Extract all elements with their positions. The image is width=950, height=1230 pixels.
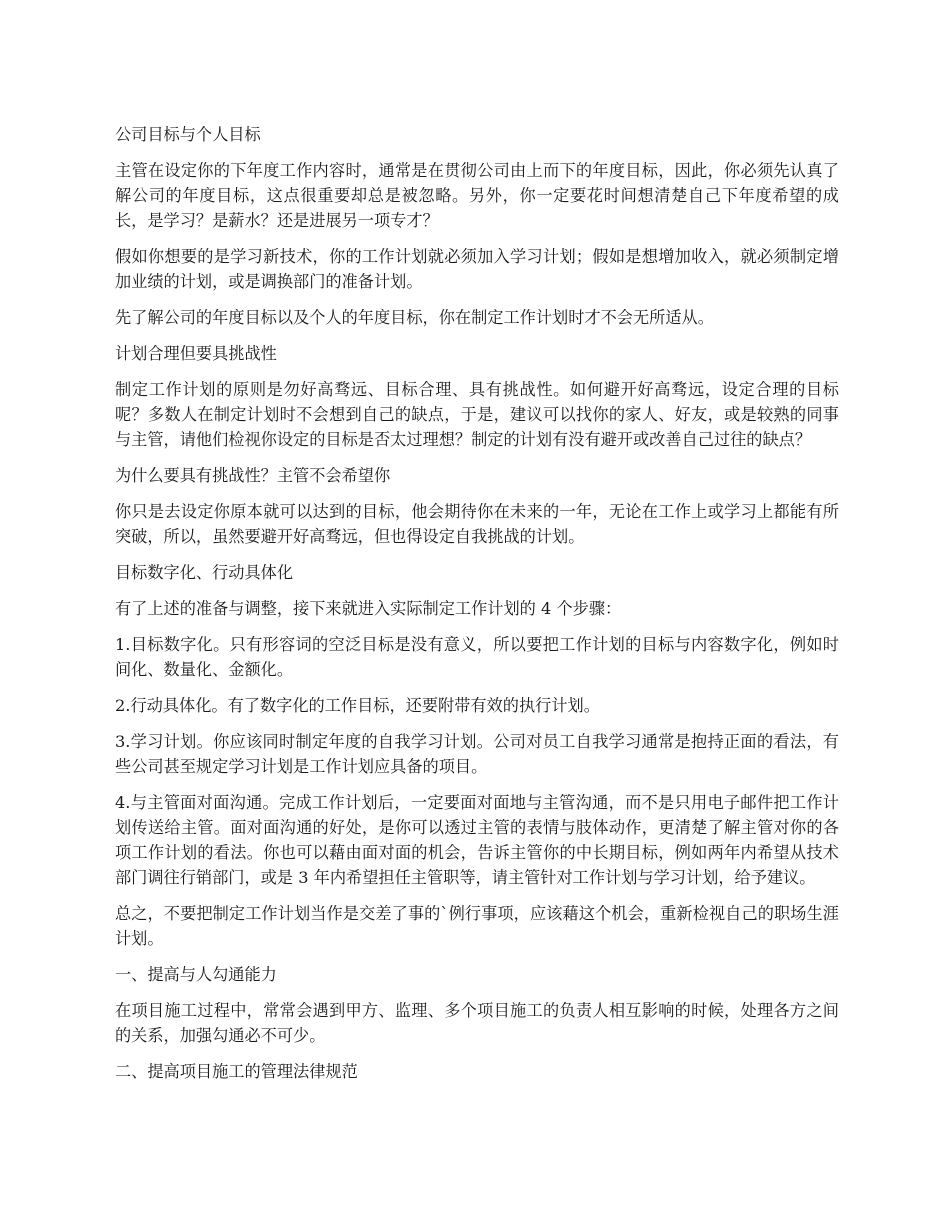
paragraph-annual-goals: 主管在设定你的下年度工作内容时，通常是在贯彻公司由上而下的年度目标，因此，你必须先认真了解公司的年度目标，这点很重要却总是被忽略。另外，你一定要花时间想清楚自己下年度希望的成长，是学习？是薪水？还是进展另一项专才？ xyxy=(115,161,839,230)
paragraph-learning-plan: 假如你想要的是学习新技术，你的工作计划就必须加入学习计划；假如是想增加收入，就必须制定增加业绩的计划，或是调换部门的准备计划。 xyxy=(115,247,839,291)
paragraph-understand-goals: 先了解公司的年度目标以及个人的年度目标，你在制定工作计划时才不会无所适从。 xyxy=(115,308,714,327)
heading-why-challenging: 为什么要具有挑战性？主管不会希望你 xyxy=(115,466,391,485)
paragraph-self-challenge: 你只是去设定你原本就可以达到的目标，他会期待你在未来的一年，无论在工作上或学习上都能有所突破，所以，虽然要避开好高骛远，但也得设定自我挑战的计划。 xyxy=(115,502,839,546)
heading-quantify-goals: 目标数字化、行动具体化 xyxy=(115,563,294,582)
heading-construction-management: 二、提高项目施工的管理法律规范 xyxy=(115,1062,358,1081)
paragraph-conclusion: 总之，不要把制定工作计划当作是交差了事的`例行事项，应该藉这个机会，重新检视自己的职场生涯计划。 xyxy=(115,904,839,948)
paragraph-planning-principles: 制定工作计划的原则是勿好高骛远、目标合理、具有挑战性。如何避开好高骛远，设定合理的目标呢？多数人在制定计划时不会想到自己的缺点，于是，建议可以找你的家人、好友，或是较熟的同事与主管，请他们检视你设定的目标是否太过理想？制定的计划有没有避开或改善自己过往的缺点？ xyxy=(115,380,839,449)
paragraph-communication: 在项目施工过程中，常常会遇到甲方、监理、多个项目施工的负责人相互影响的时候，处理各方之间的关系，加强勾通必不可少。 xyxy=(115,1001,839,1045)
list-item-step-1: 1.目标数字化。只有形容词的空泛目标是没有意义，所以要把工作计划的目标与内容数字化，例如时间化、数量化、金额化。 xyxy=(115,635,839,679)
heading-reasonable-but-challenging: 计划合理但要具挑战性 xyxy=(115,344,277,363)
list-item-step-4: 4.与主管面对面沟通。完成工作计划后，一定要面对面地与主管沟通，而不是只用电子邮件把工作计划传送给主管。面对面沟通的好处，是你可以透过主管的表情与肢体动作，更清楚了解主管对你的各项工作计划的看法。你也可以藉由面对面的机会，告诉主管你的中长期目标，例如两年内希望从技术部门调往行销部门，或是 3 年内希望担任主管职等，请主管针对工作计划与学习计划，给予建议。 xyxy=(115,793,839,887)
heading-communication-skills: 一、提高与人勾通能力 xyxy=(115,965,277,984)
document-page xyxy=(115,122,839,1095)
list-item-step-3: 3.学习计划。你应该同时制定年度的自我学习计划。公司对员工自我学习通常是抱持正面的看法，有些公司甚至规定学习计划是工作计划应具备的项目。 xyxy=(115,732,839,776)
list-item-step-2: 2.行动具体化。有了数字化的工作目标，还要附带有效的执行计划。 xyxy=(115,696,600,715)
heading-company-and-personal-goals: 公司目标与个人目标 xyxy=(115,125,261,144)
paragraph-four-steps-intro: 有了上述的准备与调整，接下来就进入实际制定工作计划的 4 个步骤： xyxy=(115,599,622,618)
